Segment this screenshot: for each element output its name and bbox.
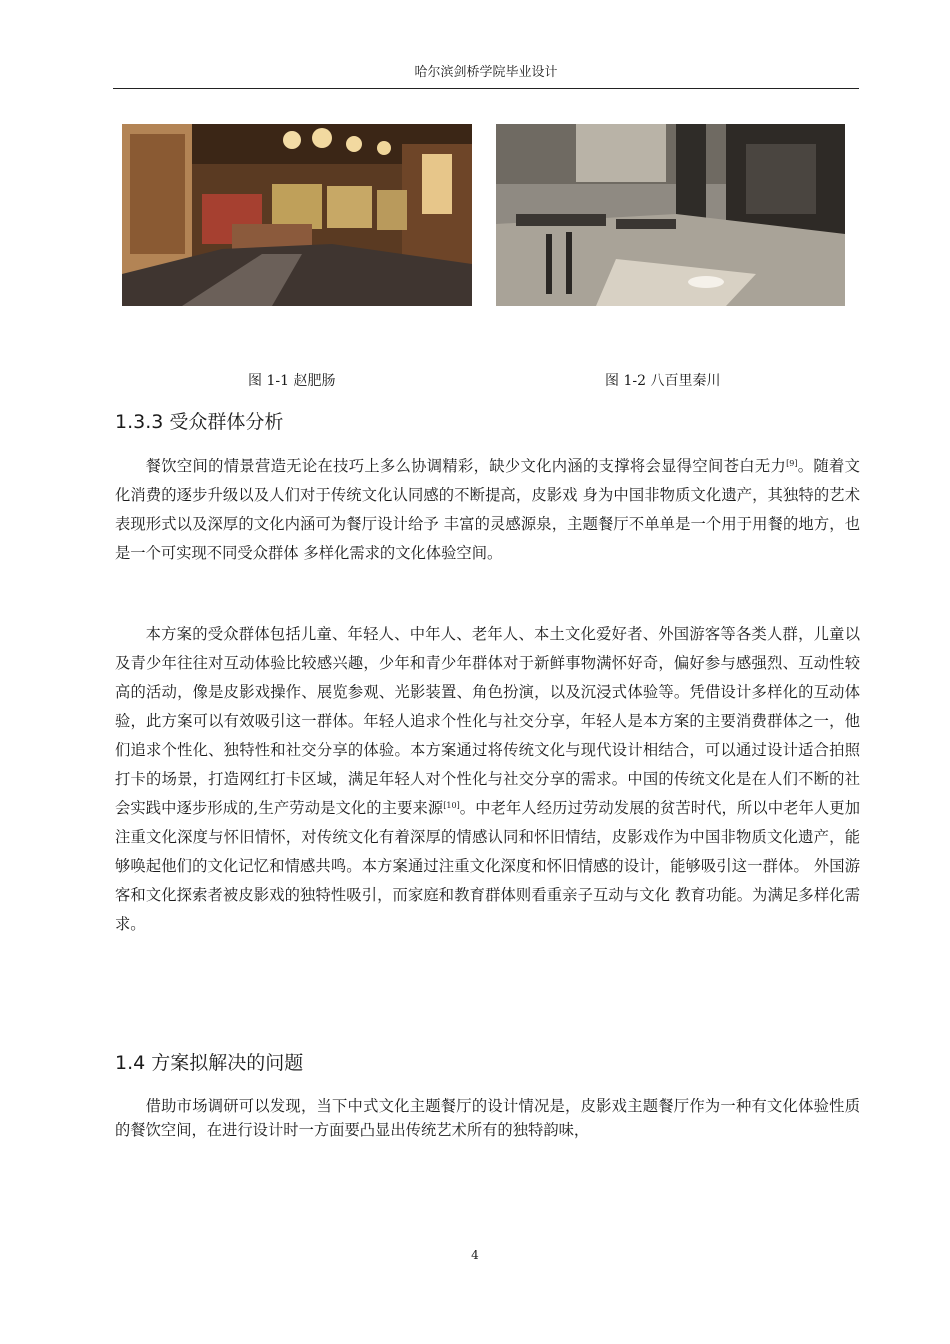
paragraph-1 (115, 452, 860, 568)
paragraph-2 (115, 620, 860, 939)
paragraph-3: 借助市场调研可以发现，当下中式文化主题餐厅的设计情况是，皮影戏主题餐厅作为一种有文化体验性质的餐饮空间，在进行设计时一方面要凸显出传统艺术所有的独特韵味， (115, 1097, 860, 1139)
citation-9: [9] (786, 459, 798, 468)
paragraph-1-text-b: 。随着文化消费的逐步升级以及人们对于传统文化认同感的不断提高，皮影戏 身为中国非物质文化遗产，其独特的艺术表现形式以及深厚的文化内涵可为餐厅设计给予 丰富的灵感源泉，主题餐厅不单单是一个用于用餐的地方，也是一个可实现不同受众群体 多样化需求的文化体验空间。 (115, 457, 860, 562)
paragraph-2-text-b: 。中老年人经历过劳动发展的贫苦时代，所以中老年人更加注重文化深度与怀旧情怀，对传统文化有着深厚的情感认同和怀旧情结，皮影戏作为中国非物质文化遗产，能够唤起他们的文化记忆和情感共鸣。本方案通过注重文化深度和怀旧情感的设计，能够吸引这一群体。 外国游客和文化探索者被皮影戏的独特性吸引，而家庭和教育群体则看重亲子互动与文化 教育功能。为满足多样化需求。 (115, 799, 860, 933)
paragraph-1-text-a: 餐饮空间的情景营造无论在技巧上多么协调精彩，缺少文化内涵的支撑将会显得空间苍白无力 (145, 457, 787, 475)
section-heading-1-4: 1.4 方案拟解决的问题 (115, 1052, 304, 1074)
page-number: 4 (471, 1248, 479, 1262)
figure-1-1-caption: 图 1-1 赵肥肠 (248, 373, 336, 389)
citation-10: [10] (443, 801, 460, 810)
figure-1-2-image (496, 124, 845, 306)
paragraph-2-text-a: 本方案的受众群体包括儿童、年轻人、中年人、老年人、本土文化爱好者、外国游客等各类人群，儿童以及青少年往往对互动体验比较感兴趣，少年和青少年群体对于新鲜事物满怀好奇，偏好参与感强烈、互动性较高的活动，像是皮影戏操作、展览参观、光影装置、角色扮演，以及沉浸式体验等。凭借设计多样化的互动体验，此方案可以有效吸引这一群体。年轻人追求个性化与社交分享，年轻人是本方案的主要消费群体之一，他们追求个性化、独特性和社交分享的体验。本方案通过将传统文化与现代设计相结合，可以通过设计适合拍照打卡的场景，打造网红打卡区域，满足年轻人对个性化与社交分享的需求。中国的传统文化是在人们不断的社会实践中逐步形成的,生产劳动是文化的主要来源 (115, 625, 860, 817)
figure-1-2-caption: 图 1-2 八百里秦川 (605, 373, 721, 389)
figure-1-1-image (122, 124, 472, 306)
header-title: 哈尔滨剑桥学院毕业设计 (414, 65, 558, 80)
section-heading-1-3-3: 1.3.3 受众群体分析 (115, 411, 284, 433)
page-header (113, 58, 859, 89)
